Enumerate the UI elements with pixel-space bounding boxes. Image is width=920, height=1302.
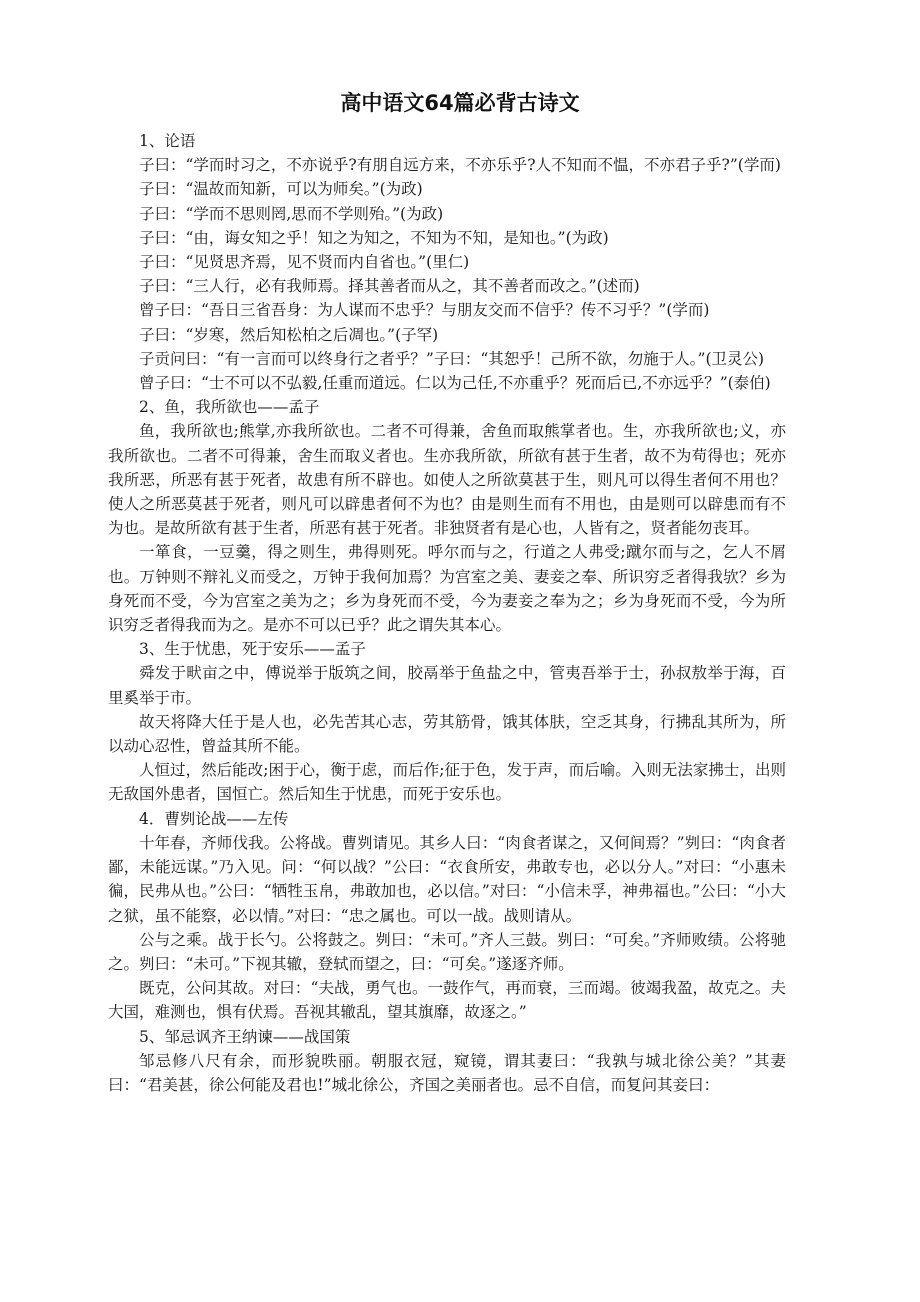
section-heading-yu-wo-suo-yu: 2、鱼，我所欲也——孟子 <box>139 398 320 417</box>
paragraph: 子曰：“见贤思齐焉，见不贤而内自省也。”(里仁) <box>139 253 470 272</box>
document-title: 高中语文64篇必背古诗文 <box>340 91 580 115</box>
paragraph: 子曰：“由，诲女知之乎！知之为知之，不知为不知，是知也。”(为政) <box>139 228 609 247</box>
paragraph: 子曰：“三人行，必有我师焉。择其善者而从之，其不善者而改之。”(述而) <box>139 277 640 296</box>
paragraph: 邹忌修八尺有余，而形貌昳丽。朝服衣冠，窥镜，谓其妻曰：“我孰与城北徐公美？”其妻曰：“君美甚，徐公何能及君也!”城北徐公，齐国之美丽者也。忌不自信，而复问其妾曰： <box>108 1051 786 1094</box>
paragraph: 曾子曰：“吾日三省吾身：为人谋而不忠乎？与朋友交而不信乎？传不习乎？”(学而) <box>139 301 710 320</box>
paragraph: 子贡问曰：“有一言而可以终身行之者乎？”子曰：“其恕乎！己所不欲，勿施于人。”(卫灵公) <box>139 349 765 368</box>
paragraph: 故天将降大任于是人也，必先苦其心志，劳其筋骨，饿其体肤，空乏其身，行拂乱其所为，所以动心忍性，曾益其所不能。 <box>108 712 786 756</box>
paragraph: 公与之乘。战于长勺。公将鼓之。刿曰：“未可。”齐人三鼓。刿曰：“可矣。”齐师败绩。公将驰之。刿曰：“未可。”下视其辙，登轼而望之，曰：“可矣。”遂逐齐师。 <box>108 930 786 973</box>
paragraph: 既克，公问其故。对曰：“夫战，勇气也。一鼓作气，再而衰，三而竭。彼竭我盈，故克之。夫大国，难测也，惧有伏焉。吾视其辙乱，望其旗靡，故逐之。” <box>108 979 786 1022</box>
paragraph: 十年春，齐师伐我。公将战。曹刿请见。其乡人曰：“肉食者谋之，又何间焉？”刿曰：“肉食者鄙，未能远谋。”乃入见。问：“何以战？”公曰：“衣食所安，弗敢专也，必以分人。”对曰：“小惠未徧，民弗从也。”公曰：“牺牲玉帛，弗敢加也，必以信。”对曰：“小信未孚，神弗福也。”公曰：“小大之狱，虽不能察，必以情。”对曰：“忠之属也。可以一战。战则请从。 <box>108 833 786 925</box>
document-body <box>108 129 786 1097</box>
paragraph: 子曰：“岁寒，然后知松柏之后凋也。”(子罕) <box>139 325 439 344</box>
paragraph: 子曰：“学而不思则罔,思而不学则殆。”(为政) <box>139 204 444 223</box>
paragraph: 鱼，我所欲也;熊掌,亦我所欲也。二者不可得兼，舍鱼而取熊掌者也。生，亦我所欲也;义，亦我所欲也。二者不可得兼，舍生而取义者也。生亦我所欲，所欲有甚于生者，故不为苟得也；死亦我所恶，所恶有甚于死者，故患有所不辟也。如使人之所欲莫甚于生，则凡可以得生者何不用也？使人之所恶莫甚于死者，则凡可以辟患者何不为也？由是则生而有不用也，由是则可以辟患而有不为也。是故所欲有甚于生者，所恶有甚于死者。非独贤者有是心也，人皆有之，贤者能勿丧耳。 <box>108 422 786 538</box>
paragraph: 曾子曰：“士不可以不弘毅,任重而道远。仁以为己任,不亦重乎？死而后已,不亦远乎？”(泰伯) <box>139 374 771 393</box>
paragraph: 人恒过，然后能改;困于心，衡于虑，而后作;征于色，发于声，而后喻。入则无法家拂士，出则无敌国外患者，国恒亡。然后知生于忧患，而死于安乐也。 <box>108 761 786 804</box>
paragraph: 子曰：“学而时习之，不亦说乎?有朋自远方来，不亦乐乎?人不知而不愠，不亦君子乎?”(学而) <box>139 156 781 175</box>
paragraph: 子曰：“温故而知新，可以为师矣。”(为政) <box>139 180 423 199</box>
paragraph: 一箪食，一豆羹，得之则生，弗得则死。呼尔而与之，行道之人弗受;蹴尔而与之，乞人不屑也。万钟则不辩礼义而受之，万钟于我何加焉？为宫室之美、妻妾之奉、所识穷乏者得我欤？乡为身死而不受，今为宫室之美为之；乡为身死而不受，今为妻妾之奉为之；乡为身死而不受，今为所识穷乏者得我而为之。是亦不可以已乎？此之谓失其本心。 <box>108 543 786 635</box>
section-heading-cao-gui-lun-zhan: 4．曹刿论战——左传 <box>139 809 289 828</box>
section-heading-zou-ji: 5、邹忌讽齐王纳谏——战国策 <box>139 1027 351 1046</box>
section-heading-lunyu: 1、论语 <box>139 132 196 150</box>
paragraph: 舜发于畎亩之中，傅说举于版筑之间，胶鬲举于鱼盐之中，管夷吾举于士，孙叔敖举于海，百里奚举于市。 <box>108 664 786 707</box>
section-heading-sheng-yu-you-huan: 3、生于忧患，死于安乐——孟子 <box>139 640 366 659</box>
